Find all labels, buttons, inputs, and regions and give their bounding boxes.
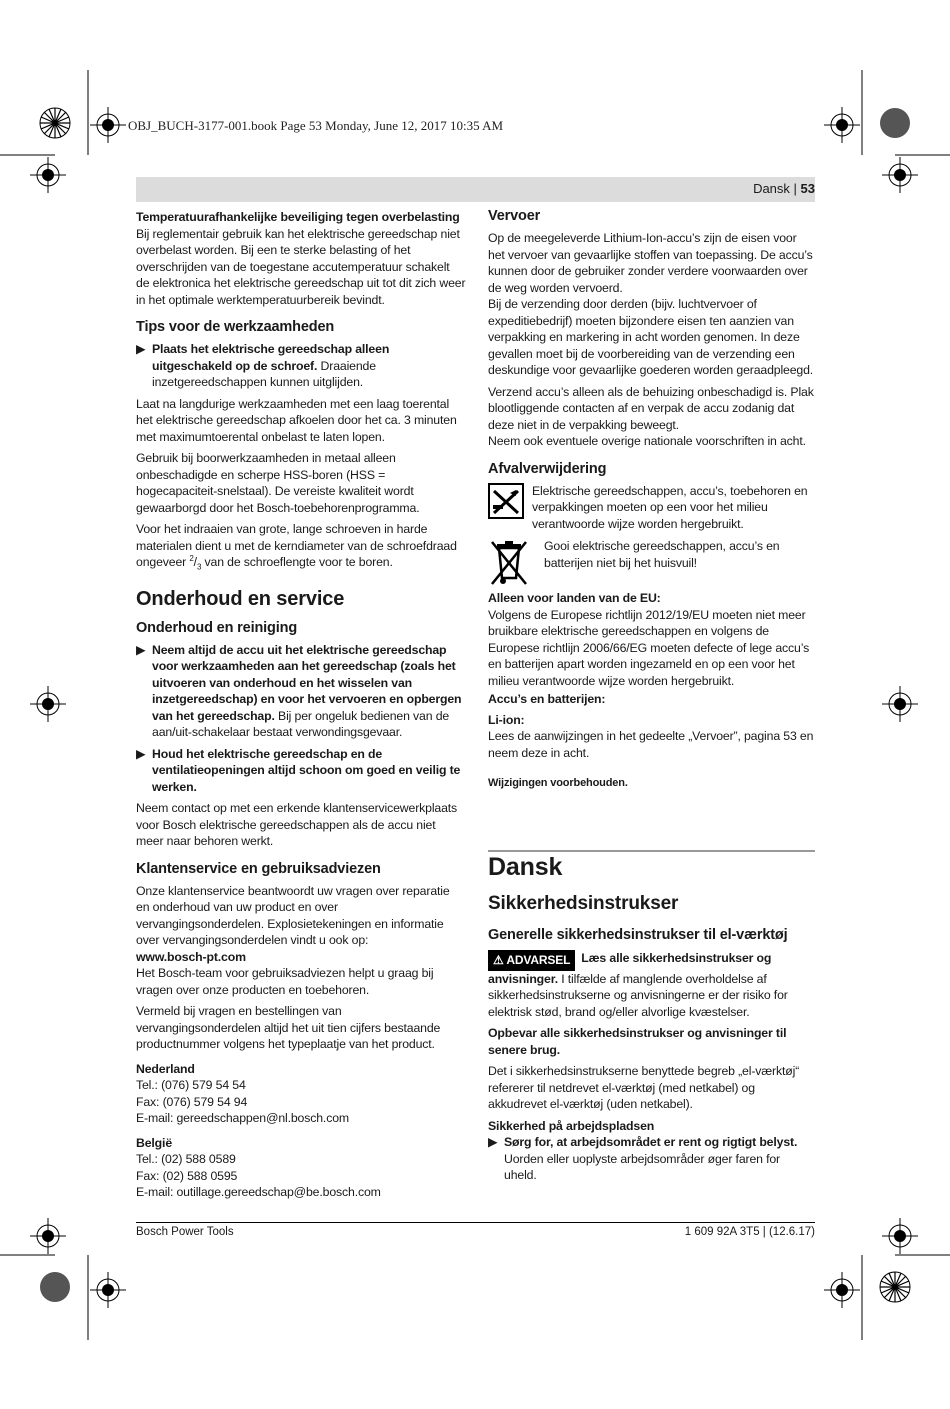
- fraction-numerator: 2: [189, 553, 194, 563]
- keep-instructions: Opbevar alle sikkerhedsinstrukser og anvisninger til senere brug.: [488, 1026, 787, 1057]
- tips-heading: Tips voor de werkzaamheden: [136, 319, 335, 335]
- eu-heading: Alleen voor landen van de EU:: [488, 591, 661, 605]
- def-p: Det i sikkerhedsinstrukserne benyttede begreb „el-værktøj“ refererer til netdrevet el-værktøj (med netkabel) og akkudrevet el-værktøj (uden netkabel).: [488, 1064, 800, 1111]
- maint-bullet-1: [136, 642, 466, 741]
- weee-row: [488, 538, 815, 578]
- tips-bullet-1-bold: Plaats het elektrische gereedschap alleen uitgeschakeld op de schroef.: [152, 342, 390, 373]
- gen-heading: Generelle sikkerhedsinstrukser til el-værktøj: [488, 927, 788, 943]
- tips-p3: Voor het indraaien van grote, lange schroeven in harde materialen dient u met de kerndiameter van de schroefdraad ongeveer $^2/_3$ van de schroeflengte voor te boren.: [136, 522, 457, 572]
- maint-p1: Neem contact op met een erkende klantenservicewerkplaats voor Bosch elektrische gereedschappen als de accu niet meer naar behoren werkt.: [136, 801, 458, 848]
- warning-bold: Læs alle sikkerhedsinstrukser og anvisninger.: [488, 951, 772, 986]
- temp-body: Bij reglementair gebruik kan het elektrische gereedschap niet overbelast worden. Bij een te sterke belasting of het overschrijden van de toegestane accutemperatuur schakelt de elektronica het elektrische gereedschap uit tot dit zich weer in het optimale werktemperatuurbereik bevindt.: [136, 226, 466, 307]
- nl-fax: Fax: (076) 579 54 94: [136, 1094, 248, 1109]
- tips-p2: Gebruik bij boorwerkzaamheden in metaal alleen onbeschadigde en scherpe HSS-boren (HSS = hogecapaciteit-snelstaal). De vereiste kwaliteit wordt gewaarborgd door het Bosch-toebehorenprogramma.: [136, 451, 420, 515]
- cs-p3: Vermeld bij vragen en bestellingen van vervangingsonderdelen altijd het uit tien cijfers bestaande productnummer volgens het typeplaatje van het product.: [136, 1004, 441, 1051]
- footer-rule: [136, 1222, 815, 1223]
- warning-block: [488, 950, 815, 1020]
- tips-bullet-1-text: Draaiende inzetgereedschappen kunnen uitglijden.: [152, 358, 376, 389]
- afval-p2: Gooi elektrische gereedschappen, accu’s en batterijen niet bij het huisvuil!: [544, 539, 780, 570]
- vervoer-p1: Op de meegeleverde Lithium-Ion-accu’s zijn de eisen voor het vervoer van gevaarlijke stoffen van toepassing. De accu’s kunnen door de gebruiker zonder verdere voorwaarden over de weg worden vervoerd.: [488, 231, 813, 295]
- bullet-arrow-icon: ▶: [488, 1135, 498, 1149]
- running-header: Dansk | 53: [753, 181, 815, 196]
- footer-left: Bosch Power Tools: [136, 1226, 234, 1238]
- page-number: 53: [800, 181, 815, 196]
- be-tel: Tel.: (02) 588 0589: [136, 1152, 236, 1166]
- warning-text: I tilfælde af manglende overholdelse af sikkerhedsinstrukserne og anvisningerne er der risiko for elektrisk stød, brand og/eller alvorlige kvæstelser.: [488, 971, 788, 1019]
- afval-p1: Elektrische gereedschappen, accu’s, toebehoren en verpakkingen moeten op een voor het milieu verantwoorde wijze worden hergebruikt.: [532, 483, 808, 531]
- maint-bullet-1-text: Bij per ongeluk bedienen van de aan/uit-schakelaar bestaat verwondingsgevaar.: [152, 708, 450, 739]
- maint-bullet-2: [136, 746, 466, 796]
- accu-heading: Accu’s en batterijen:: [488, 692, 606, 706]
- dansk-heading: Dansk: [488, 853, 563, 881]
- maint-heading: Onderhoud en reiniging: [136, 619, 298, 636]
- tips-bullet-1: [136, 341, 466, 391]
- sik-heading: Sikkerhedsinstrukser: [488, 893, 679, 914]
- book-header: OBJ_BUCH-3177-001.book Page 53 Monday, June 12, 2017 10:35 AM: [128, 118, 504, 133]
- bullet-arrow-icon: ▶: [136, 746, 146, 761]
- warning-label: ⚠ ADVARSEL: [488, 950, 575, 971]
- vervoer-p4: Neem ook eventuele overige nationale voorschriften in acht.: [488, 434, 806, 448]
- be-fax: Fax: (02) 588 0595: [136, 1168, 238, 1183]
- nl-tel: Tel.: (076) 579 54 54: [136, 1078, 246, 1092]
- warning-label-text: ADVARSEL: [506, 953, 571, 967]
- cs-p1: Onze klantenservice beantwoordt uw vragen over reparatie en onderhoud van uw product en over vervangingsonderdelen. Explosietekeningen en informatie over vervangingsonderdelen vindt u ook op:: [136, 883, 450, 947]
- cs-url[interactable]: www.bosch-pt.com: [136, 949, 246, 964]
- work-bullet-1-text: Uorden eller uoplyste arbejdsområder øger faren for uheld.: [504, 1151, 781, 1182]
- temp-heading: Temperatuurafhankelijke beveiliging tegen overbelasting: [136, 210, 460, 224]
- recycle-row: [488, 483, 815, 533]
- eu-p1: Volgens de Europese richtlijn 2012/19/EU moeten niet meer bruikbare elektrische gereedschappen en volgens de Europese richtlijn 2006/66/EG moeten defecte of lege accu’s en batterijen apart worden ingezameld en op een voor het milieu verantwoorde wijze worden hergebruikt.: [488, 607, 810, 688]
- fraction-denominator: 3: [196, 562, 202, 572]
- right-column: [488, 207, 815, 792]
- tips-p3-a: Voor het indraaien van grote, lange schroeven in harde materialen dient u met de kerndiameter van de schroefdraad ongeveer: [136, 522, 457, 569]
- recycle-tools-icon: [488, 483, 524, 519]
- tips-p1: Laat na langdurige werkzaamheden met een laag toerental het elektrische gereedschap afkoelen door het ca. 3 minuten met maximumtoerental onbelast te laten lopen.: [136, 396, 457, 444]
- nl-mail[interactable]: E-mail: gereedschappen@nl.bosch.com: [136, 1111, 349, 1125]
- cs-heading: Klantenservice en gebruiksadviezen: [136, 860, 381, 877]
- cs-p2: Het Bosch-team voor gebruiksadviezen helpt u graag bij vragen over onze producten en toebehoren.: [136, 966, 434, 997]
- work-heading: Sikkerhed på arbejdspladsen: [488, 1118, 655, 1133]
- work-bullet-1-bold: Sørg for, at arbejdsområdet er rent og rigtigt belyst.: [504, 1135, 798, 1149]
- afval-heading: Afvalverwijdering: [488, 460, 607, 477]
- bullet-arrow-icon: ▶: [136, 642, 146, 657]
- nl-heading: Nederland: [136, 1061, 195, 1076]
- footer-right: 1 609 92A 3T5 | (12.6.17): [684, 1226, 815, 1238]
- service-heading: Onderhoud en service: [136, 587, 345, 610]
- be-mail[interactable]: E-mail: outillage.gereedschap@be.bosch.com: [136, 1185, 381, 1199]
- crossed-bin-icon: [488, 538, 530, 586]
- liion-p1: Lees de aanwijzingen in het gedeelte „Vervoer”, pagina 53 en neem deze in acht.: [488, 729, 814, 760]
- be-heading: België: [136, 1135, 173, 1150]
- vervoer-heading: Vervoer: [488, 208, 541, 224]
- work-bullet-1: [488, 1134, 815, 1184]
- maint-bullet-2-bold: Houd het elektrische gereedschap en de ventilatieopeningen altijd schoon om goed en veilig te werken.: [152, 746, 461, 794]
- liion-heading: Li-ion:: [488, 712, 525, 727]
- maint-bullet-1-bold: Neem altijd de accu uit het elektrische gereedschap voor werkzaamheden aan het gereedschap (zoals het uitvoeren van onderhoud en het wisselen van inzetgereedschap) en voor het vervoeren en opbergen van het gereedschap.: [152, 642, 462, 723]
- section-band: [136, 177, 815, 202]
- running-header-language: Dansk: [753, 181, 790, 196]
- right-column-lower: [488, 852, 815, 1189]
- left-column: [136, 209, 466, 1201]
- vervoer-p3: Verzend accu’s alleen als de behuizing onbeschadigd is. Plak blootliggende contacten af en verpak de accu zodanig dat deze niet in de verpakking beweegt.: [488, 384, 814, 432]
- bullet-arrow-icon: ▶: [136, 342, 146, 356]
- changes-note: Wijzigingen voorbehouden.: [488, 777, 628, 789]
- tips-p3-b: van de schroeflengte voor te boren.: [201, 555, 393, 569]
- vervoer-p2: Bij de verzending door derden (bijv. luchtvervoer of expeditiebedrijf) moeten bijzondere eisen ten aanzien van verpakking en markering in acht worden genomen. In deze gevallen moet bij de voorbereiding van de verzending een deskundige voor gevaarlijke goederen worden geraadpleegd.: [488, 297, 814, 377]
